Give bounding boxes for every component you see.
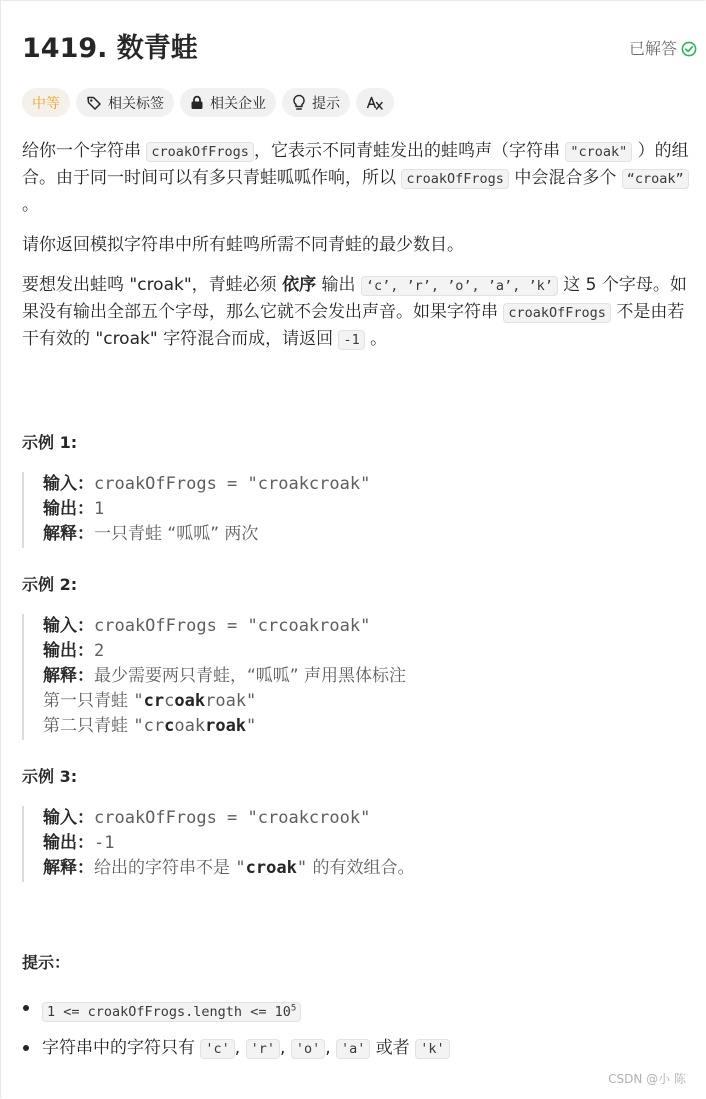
inline-code: “croak” (622, 169, 689, 189)
text: " (246, 716, 257, 736)
value: 一只青蛙 “呱呱” 两次 (94, 524, 259, 544)
example-explain-line (43, 856, 415, 881)
text: 输出 (316, 275, 361, 295)
inline-code: croakOfFrogs (146, 142, 254, 162)
example-2-block (22, 614, 406, 740)
value: croakOfFrogs = "crcoakroak" (94, 616, 371, 636)
text: 给出的字符串不是 (94, 858, 236, 878)
bold-text: 依序 (282, 275, 317, 295)
hint-label: 提示 (312, 95, 340, 112)
text: 要想发出蛙鸣 "croak"，青蛙必须 (22, 275, 283, 295)
text: 这 5 个字母。如果没有输出全部五个字母，那么它就不会发出声音。如果字符串 (22, 275, 687, 322)
label: 输出： (43, 499, 94, 519)
hint-button[interactable] (282, 88, 350, 117)
example-input-line (43, 806, 415, 831)
text: 不是由若干有效的 "croak" 字符混合而成，请返回 (22, 302, 685, 349)
text: "cr (133, 716, 165, 736)
label: 输入： (43, 474, 94, 494)
text: , (325, 1038, 337, 1058)
text: 第一只青蛙 (43, 691, 134, 711)
label: 输入： (43, 616, 94, 636)
related-tags-button[interactable] (76, 88, 174, 117)
solved-label: 已解答 (628, 39, 677, 58)
constraint-item (22, 1034, 450, 1062)
tag-icon (86, 95, 102, 111)
label: 解释： (43, 524, 94, 544)
lock-icon (190, 95, 204, 110)
solved-status (629, 38, 697, 63)
watermark: CSDN @小 陈 (608, 1072, 686, 1086)
superscript: 5 (290, 1003, 297, 1013)
label: 输出： (43, 641, 94, 661)
example-3-block (22, 806, 415, 882)
problem-title: 1419. 数青蛙 (22, 33, 198, 64)
constraints-title: 提示： (22, 953, 71, 972)
related-companies-label: 相关企业 (210, 95, 266, 112)
bold-text: cr (143, 691, 165, 711)
text: roak" (205, 691, 257, 711)
difficulty-label: 中等 (32, 95, 60, 112)
text: , (234, 1038, 246, 1058)
inline-code: croakOfFrogs (401, 169, 509, 189)
example-output-line (43, 497, 370, 522)
inline-code: 'a' (336, 1039, 370, 1059)
example-frog-2-line (43, 714, 406, 739)
tag-bar (22, 88, 394, 117)
text: ，它表示不同青蛙发出的蛙鸣声（字符串 (253, 141, 566, 161)
inline-code: croakOfFrogs (503, 303, 611, 323)
text: " (133, 691, 144, 711)
example-input-line (43, 472, 370, 497)
description-paragraph: 请你返回模拟字符串中所有蛙鸣所需不同青蛙的最少数目。 (22, 235, 464, 255)
text: " (235, 858, 246, 878)
translate-icon (366, 95, 384, 111)
frog-2-sequence (133, 716, 256, 736)
example-1-title: 示例 1: (22, 433, 78, 452)
related-companies-button[interactable] (180, 88, 276, 117)
value: croakOfFrogs = "croakcroak" (94, 474, 371, 494)
difficulty-badge[interactable] (22, 88, 70, 117)
text: , (280, 1038, 291, 1058)
example-1-block (22, 472, 370, 548)
text: c (164, 691, 175, 711)
label: 输入： (43, 808, 94, 828)
example-explain-line (43, 664, 406, 689)
inline-code: 'k' (415, 1039, 449, 1059)
example-2-title: 示例 2: (22, 575, 78, 594)
inline-code: -1 (338, 330, 364, 350)
inline-code: 'r' (246, 1039, 280, 1059)
value: 2 (94, 641, 105, 661)
text: 给你一个字符串 (22, 141, 147, 161)
example-output-line (43, 639, 406, 664)
text: 。 (364, 329, 388, 349)
text: 。 (22, 195, 39, 215)
example-frog-1-line (43, 689, 406, 714)
example-input-line (43, 614, 406, 639)
bold-text: c (164, 716, 175, 736)
related-tags-label: 相关标签 (108, 95, 164, 112)
constraint-item (22, 994, 450, 1022)
text: 的有效组合。 (307, 858, 415, 878)
bold-text: croak (245, 858, 297, 878)
lightbulb-icon (292, 94, 306, 111)
value: croakOfFrogs = "croakcrook" (94, 808, 371, 828)
text: 1 <= croakOfFrogs.length <= 10 (47, 1003, 291, 1020)
text: ）的组合。由于同一时间可以有多只青蛙呱呱作响，所以 (22, 141, 689, 188)
text: 字符串中的字符只有 (42, 1038, 201, 1058)
text: 第二只青蛙 (43, 716, 134, 736)
value: 最少需要两只青蛙，“呱呱” 声用黑体标注 (94, 666, 407, 686)
constraints-list (22, 994, 450, 1074)
translate-button[interactable] (356, 88, 394, 117)
label: 解释： (43, 858, 94, 878)
title-row (22, 32, 697, 66)
example-3-title: 示例 3: (22, 767, 78, 786)
label: 解释： (43, 666, 94, 686)
label: 输出： (43, 833, 94, 853)
inline-code: 'c' (200, 1039, 234, 1059)
text: " (296, 858, 308, 878)
text: 或者 (370, 1038, 416, 1058)
description-paragraph (22, 272, 698, 353)
bold-text: oak (174, 691, 206, 711)
value: -1 (94, 833, 115, 853)
constraint-code (42, 1002, 301, 1022)
problem-description (22, 138, 698, 367)
inline-code: 'o' (291, 1039, 325, 1059)
text: 中会混合多个 (508, 168, 622, 188)
example-output-line (43, 831, 415, 856)
value: 1 (94, 499, 105, 519)
inline-code: "croak" (565, 142, 632, 162)
check-circle-icon (681, 41, 697, 63)
example-explain-line (43, 522, 370, 547)
text: oak (174, 716, 206, 736)
bold-text: roak (205, 716, 247, 736)
description-paragraph (22, 138, 698, 218)
inline-code: ‘c’, ’r’, ’o’, ’a’, ’k’ (361, 276, 558, 296)
frog-1-sequence (133, 691, 256, 711)
